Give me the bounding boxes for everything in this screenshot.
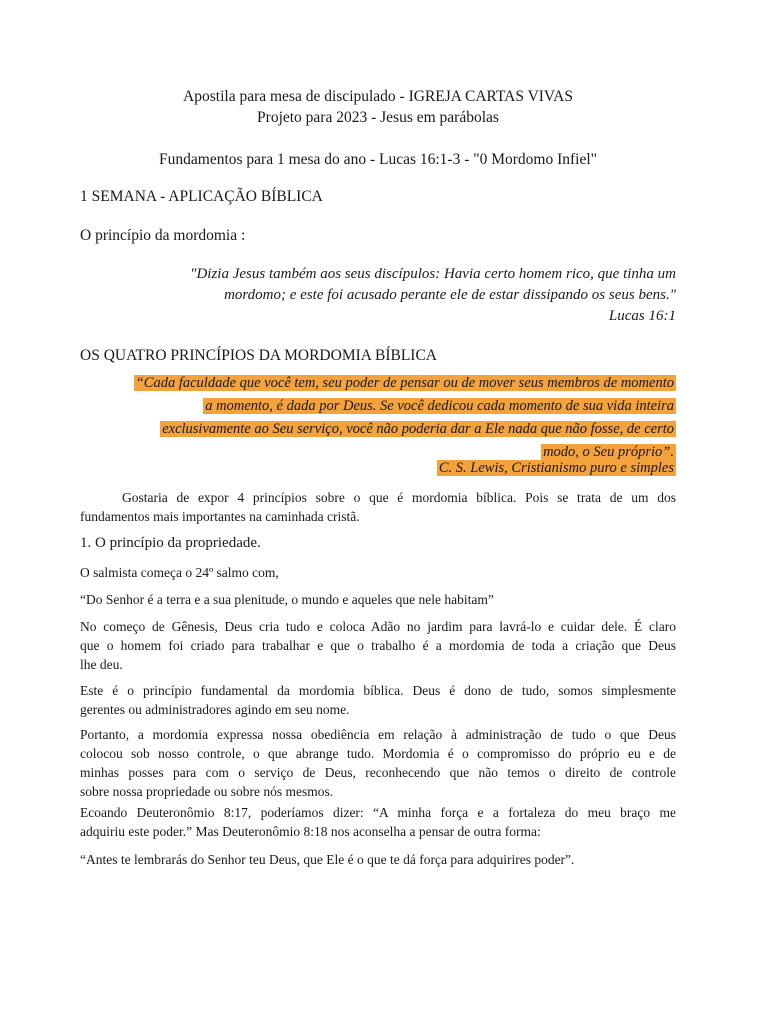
section1-heading: 1. O princípio da propriedade. (80, 535, 261, 551)
document-title: Apostila para mesa de discipulado - IGREJA CARTAS VIVAS (183, 88, 573, 105)
paragraph-line: gerentes ou administradores agindo em seu nome. (80, 702, 350, 717)
paragraph-line: colocou sob nosso controle, o que abrange tudo. Mordomia é o compromisso do próprio eu e de (80, 746, 676, 761)
paragraph-fundamental (80, 681, 676, 719)
lewis-quote-line: a momento, é dada por Deus. Se você dedicou cada momento de sua vida inteira (205, 398, 674, 414)
week-heading: 1 SEMANA - APLICAÇÃO BÍBLICA (80, 188, 323, 205)
lewis-citation (437, 458, 676, 478)
scripture-quote-line: mordomo; e este foi acusado perante ele de estar dissipando os seus bens." (224, 287, 676, 303)
four-principles-heading: OS QUATRO PRINCÍPIOS DA MORDOMIA BÍBLICA (80, 347, 437, 364)
document-fundamentals-line: Fundamentos para 1 mesa do ano - Lucas 16:1-3 - "0 Mordomo Infiel" (159, 151, 597, 168)
document-page (80, 0, 676, 1024)
intro-line: Gostaria de expor 4 princípios sobre o que é mordomia bíblica. Pois se trata de um dos (122, 490, 676, 505)
paragraph-line: Ecoando Deuteronômio 8:17, poderíamos dizer: “A minha força e a fortaleza do meu braço me (80, 805, 676, 820)
paragraph-line: adquiriu este poder.” Mas Deuteronômio 8:18 nos aconselha a pensar de outra forma: (80, 824, 541, 839)
paragraph-obedience (80, 725, 676, 801)
scripture-quote (135, 264, 676, 327)
lewis-quote (134, 372, 676, 464)
paragraph-psalm-intro (80, 563, 676, 582)
paragraph-line: No começo de Gênesis, Deus cria tudo e coloca Adão no jardim para lavrá-lo e cuidar dele. É claro (80, 619, 676, 634)
scripture-reference: Lucas 16:1 (608, 308, 676, 324)
paragraph-line: O salmista começa o 24º salmo com, (80, 565, 279, 580)
paragraph-line: sobre nossa propriedade ou sobre nós mesmos. (80, 784, 334, 799)
paragraph-deuteronomy (80, 803, 676, 841)
paragraph-genesis (80, 617, 676, 674)
paragraph-remember (80, 850, 676, 869)
paragraph-line: “Do Senhor é a terra e a sua plenitude, o mundo e aqueles que nele habitam” (80, 592, 494, 607)
document-subtitle: Projeto para 2023 - Jesus em parábolas (257, 109, 499, 126)
lewis-quote-line: modo, o Seu próprio”. (543, 444, 674, 460)
intro-line: fundamentos mais importantes na caminhada cristã. (80, 509, 360, 524)
paragraph-line: Este é o princípio fundamental da mordomia bíblica. Deus é dono de tudo, somos simplesmente (80, 683, 676, 698)
lewis-quote-line: exclusivamente ao Seu serviço, você não poderia dar a Ele nada que não fosse, de certo (162, 421, 674, 437)
paragraph-line: lhe deu. (80, 657, 123, 672)
lewis-quote-line: “Cada faculdade que você tem, seu poder de pensar ou de mover seus membros de momento (135, 375, 674, 391)
intro-paragraph (80, 488, 676, 526)
paragraph-psalm-quote (80, 590, 676, 609)
paragraph-line: Portanto, a mordomia expressa nossa obediência em relação à administração de tudo o que Deus (80, 727, 676, 742)
paragraph-line: “Antes te lembrarás do Senhor teu Deus, que Ele é o que te dá força para adquirires poder”. (80, 852, 575, 867)
scripture-quote-line: "Dizia Jesus também aos seus discípulos: Havia certo homem rico, que tinha um (190, 266, 676, 282)
paragraph-line: que o homem foi criado para trabalhar e que o trabalho é a mordomia de toda a criação que Deus (80, 638, 676, 653)
lewis-citation-text: C. S. Lewis, Cristianismo puro e simples (438, 460, 674, 476)
paragraph-line: minhas posses para com o serviço de Deus, reconhecendo que não temos o direito de controle (80, 765, 676, 780)
principle-heading: O princípio da mordomia : (80, 227, 246, 244)
